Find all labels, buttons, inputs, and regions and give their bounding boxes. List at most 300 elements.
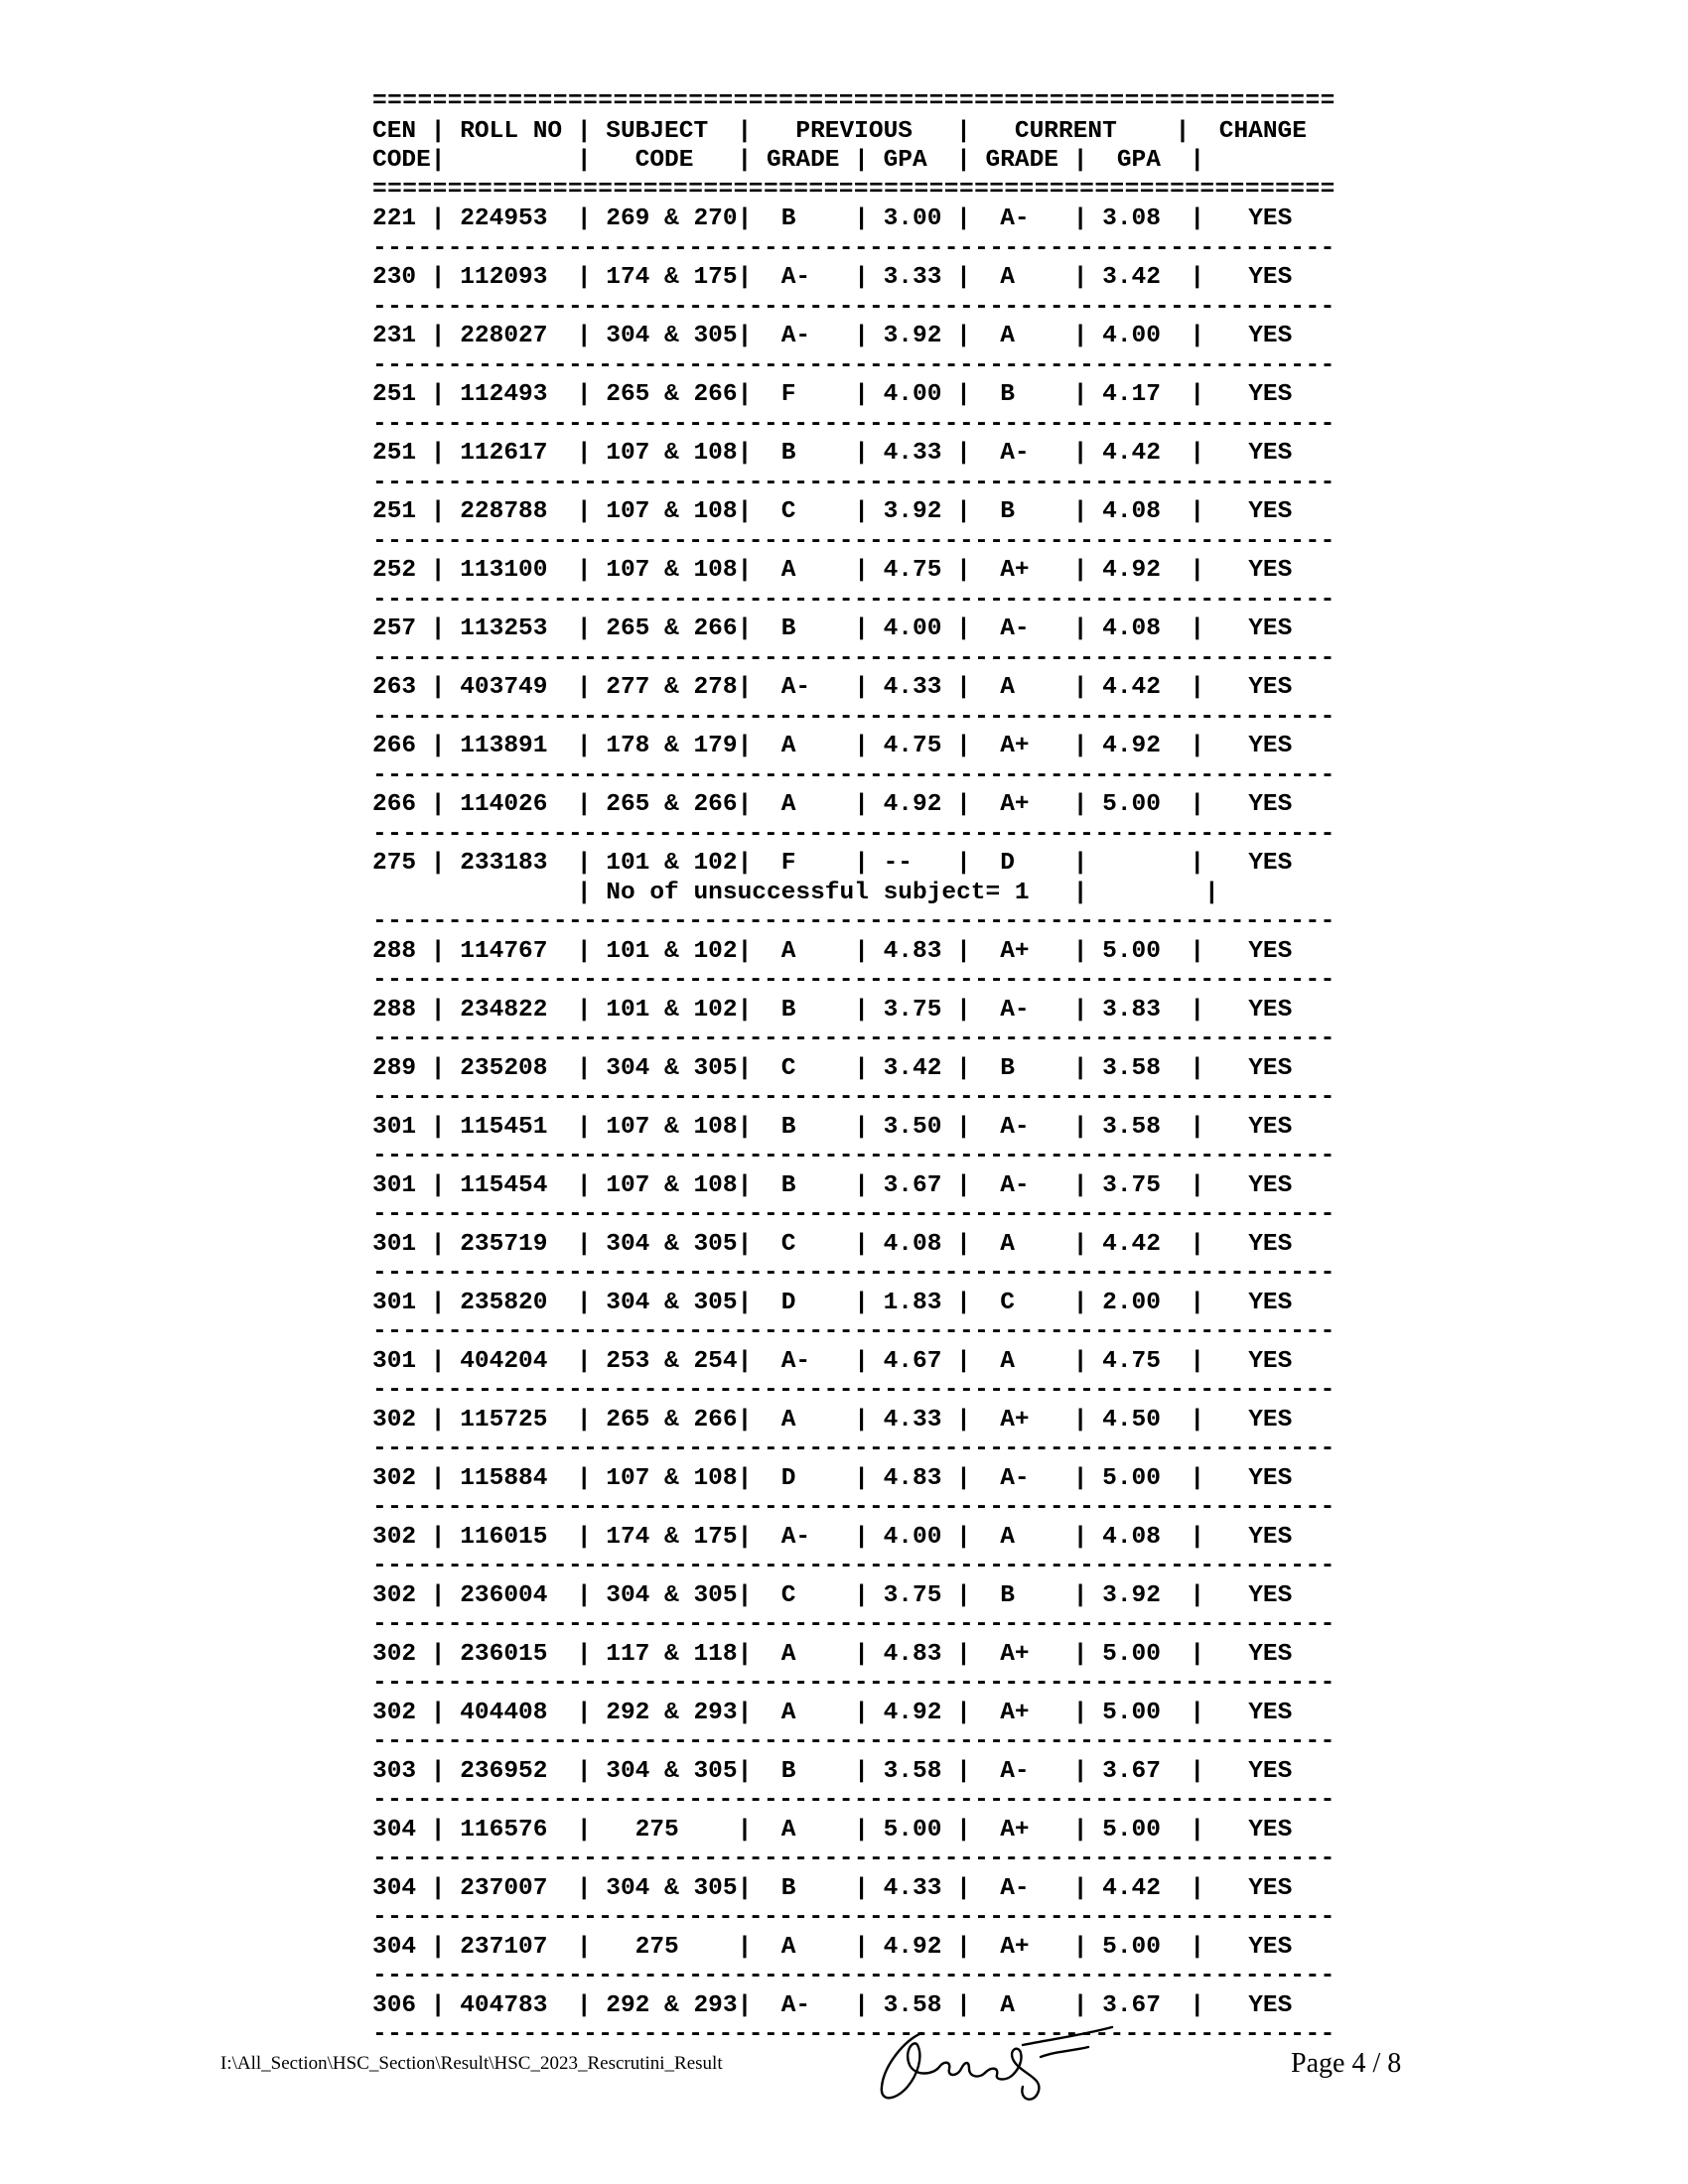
previous-grade: C bbox=[780, 498, 796, 525]
change-status: YES bbox=[1248, 996, 1293, 1024]
table-row: 288 | 234822 | 101 & 102| B | 3.75 | A- | 3.83 | YES bbox=[372, 996, 1293, 1024]
current-gpa: 5.00 bbox=[1102, 791, 1161, 818]
previous-gpa: 4.00 bbox=[883, 381, 942, 408]
change-status: YES bbox=[1248, 1581, 1293, 1609]
current-grade: A+ bbox=[1000, 937, 1030, 965]
previous-grade: A- bbox=[780, 323, 811, 349]
current-gpa: 5.00 bbox=[1102, 1933, 1161, 1961]
current-gpa: 4.92 bbox=[1102, 733, 1161, 759]
roll-no: 116015 bbox=[460, 1523, 548, 1551]
previous-grade: B bbox=[780, 440, 796, 467]
previous-grade: A- bbox=[780, 1347, 811, 1375]
cen-code: 289 bbox=[372, 1054, 417, 1082]
roll-no: 404204 bbox=[460, 1347, 548, 1375]
table-row: 302 | 404408 | 292 & 293| A | 4.92 | A+ | 5.00 | YES bbox=[372, 1699, 1293, 1726]
subject-code: 101 & 102 bbox=[606, 996, 738, 1024]
cen-code: 301 bbox=[372, 1347, 417, 1375]
current-grade: B bbox=[1000, 381, 1015, 408]
row-separator: ---------------------------------------------------------------- bbox=[372, 1787, 1336, 1814]
file-path: I:\All_Section\HSC_Section\Result\HSC_2023_Rescrutini_Result bbox=[220, 2053, 723, 2074]
current-gpa: 3.67 bbox=[1102, 1757, 1161, 1785]
current-gpa: 4.42 bbox=[1102, 1230, 1161, 1258]
change-status: YES bbox=[1248, 1464, 1293, 1492]
subject-code: 265 & 266 bbox=[606, 381, 738, 408]
subject-code: 107 & 108 bbox=[606, 557, 738, 584]
roll-no: 228027 bbox=[460, 323, 548, 349]
current-gpa: 3.75 bbox=[1102, 1171, 1161, 1199]
change-status: YES bbox=[1248, 850, 1293, 877]
row-separator: ---------------------------------------------------------------- bbox=[372, 761, 1336, 789]
current-grade: A bbox=[1000, 1991, 1015, 2019]
row-separator: ---------------------------------------------------------------- bbox=[372, 410, 1336, 438]
change-status: YES bbox=[1248, 1699, 1293, 1726]
previous-grade: A bbox=[780, 1699, 796, 1726]
table-row: 266 | 114026 | 265 & 266| A | 4.92 | A+ | 5.00 | YES bbox=[372, 791, 1293, 818]
current-grade: A- bbox=[1000, 1113, 1030, 1141]
previous-gpa: 4.92 bbox=[883, 1699, 942, 1726]
roll-no: 228788 bbox=[460, 498, 548, 525]
row-separator: ---------------------------------------------------------------- bbox=[372, 1435, 1336, 1462]
subject-code: 304 & 305 bbox=[606, 1874, 738, 1902]
roll-no: 236952 bbox=[460, 1757, 548, 1785]
roll-no: 113100 bbox=[460, 557, 548, 584]
cen-code: 304 bbox=[372, 1874, 417, 1902]
previous-gpa: 4.92 bbox=[883, 1933, 942, 1961]
current-gpa: 3.83 bbox=[1102, 996, 1161, 1024]
row-separator: ---------------------------------------------------------------- bbox=[372, 1201, 1336, 1228]
table-row: 257 | 113253 | 265 & 266| B | 4.00 | A- | 4.08 | YES bbox=[372, 615, 1293, 642]
result-rows bbox=[372, 205, 1336, 2050]
row-separator: ---------------------------------------------------------------- bbox=[372, 1963, 1336, 1989]
previous-gpa: 3.33 bbox=[883, 264, 942, 291]
roll-no: 235719 bbox=[460, 1230, 548, 1258]
subject-code: 253 & 254 bbox=[606, 1347, 738, 1375]
current-grade: A+ bbox=[1000, 557, 1030, 584]
table-row: 231 | 228027 | 304 & 305| A- | 3.92 | A | 4.00 | YES bbox=[372, 323, 1293, 349]
current-grade: A+ bbox=[1000, 1640, 1030, 1668]
subject-code: 117 & 118 bbox=[606, 1640, 738, 1668]
change-status: YES bbox=[1248, 1347, 1293, 1375]
cen-code: 221 bbox=[372, 205, 417, 232]
table-row: 251 | 228788 | 107 & 108| C | 3.92 | B | 4.08 | YES bbox=[372, 498, 1293, 525]
previous-gpa: 4.83 bbox=[883, 1640, 942, 1668]
change-status: YES bbox=[1248, 264, 1293, 291]
row-separator: ---------------------------------------------------------------- bbox=[372, 1494, 1336, 1521]
cen-code: 306 bbox=[372, 1991, 417, 2019]
cen-code: 266 bbox=[372, 791, 417, 818]
cen-code: 303 bbox=[372, 1757, 417, 1785]
previous-gpa: 3.75 bbox=[883, 1581, 942, 1609]
roll-no: 115451 bbox=[460, 1113, 548, 1141]
table-row: 302 | 115725 | 265 & 266| A | 4.33 | A+ | 4.50 | YES bbox=[372, 1406, 1293, 1433]
row-separator: ---------------------------------------------------------------- bbox=[372, 967, 1336, 994]
previous-gpa: 3.75 bbox=[883, 996, 942, 1024]
roll-no: 235208 bbox=[460, 1054, 548, 1082]
subject-code: 304 & 305 bbox=[606, 1230, 738, 1258]
roll-no: 115725 bbox=[460, 1406, 548, 1433]
cen-code: 251 bbox=[372, 498, 417, 525]
change-status: YES bbox=[1248, 1523, 1293, 1551]
cen-code: 301 bbox=[372, 1171, 417, 1199]
row-separator: ---------------------------------------------------------------- bbox=[372, 293, 1336, 321]
subject-code: 174 & 175 bbox=[606, 264, 738, 291]
cen-code: 251 bbox=[372, 381, 417, 408]
subject-code: 265 & 266 bbox=[606, 615, 738, 642]
table-row: 301 | 235719 | 304 & 305| C | 4.08 | A | 4.42 | YES bbox=[372, 1230, 1293, 1258]
current-gpa: 5.00 bbox=[1102, 1640, 1161, 1668]
change-status: YES bbox=[1248, 1054, 1293, 1082]
previous-grade: A bbox=[780, 1816, 796, 1843]
current-grade: A- bbox=[1000, 615, 1030, 642]
current-grade: A bbox=[1000, 674, 1015, 701]
page-separator: / bbox=[1372, 2048, 1381, 2079]
current-gpa: 4.42 bbox=[1102, 440, 1161, 467]
change-status: YES bbox=[1248, 381, 1293, 408]
current-gpa: 4.92 bbox=[1102, 557, 1161, 584]
previous-gpa: 1.83 bbox=[883, 1289, 942, 1316]
current-grade: A+ bbox=[1000, 733, 1030, 759]
page-number bbox=[1291, 2048, 1401, 2080]
table-header-line-2: CODE| | CODE | GRADE | GPA | GRADE | GPA | bbox=[372, 147, 1205, 174]
row-separator: ---------------------------------------------------------------- bbox=[372, 1611, 1336, 1638]
previous-gpa: 4.75 bbox=[883, 733, 942, 759]
change-status: YES bbox=[1248, 1171, 1293, 1199]
cen-code: 301 bbox=[372, 1289, 417, 1316]
current-grade: A+ bbox=[1000, 1933, 1030, 1961]
current-grade: A- bbox=[1000, 440, 1030, 467]
subject-code: 178 & 179 bbox=[606, 733, 738, 759]
previous-gpa: 4.75 bbox=[883, 557, 942, 584]
cen-code: 230 bbox=[372, 264, 417, 291]
previous-grade: D bbox=[780, 1289, 796, 1316]
roll-no: 115884 bbox=[460, 1464, 548, 1492]
current-gpa: 4.08 bbox=[1102, 615, 1161, 642]
table-header-line-1: CEN | ROLL NO | SUBJECT | PREVIOUS | CURRENT | CHANGE bbox=[372, 117, 1307, 145]
current-grade: A- bbox=[1000, 996, 1030, 1024]
subject-code: 265 & 266 bbox=[606, 1406, 738, 1433]
table-row: 266 | 113891 | 178 & 179| A | 4.75 | A+ | 4.92 | YES bbox=[372, 733, 1293, 759]
previous-gpa: 3.92 bbox=[883, 498, 942, 525]
cen-code: 275 bbox=[372, 850, 417, 877]
row-separator: ---------------------------------------------------------------- bbox=[372, 1845, 1336, 1872]
current-grade: A bbox=[1000, 1347, 1015, 1375]
roll-no: 112617 bbox=[460, 440, 548, 467]
subject-code: 265 & 266 bbox=[606, 791, 738, 818]
table-row: 306 | 404783 | 292 & 293| A- | 3.58 | A | 3.67 | YES bbox=[372, 1991, 1293, 2019]
previous-gpa: -- bbox=[883, 850, 914, 877]
previous-gpa: 4.00 bbox=[883, 1523, 942, 1551]
previous-gpa: 4.00 bbox=[883, 615, 942, 642]
page-total: 8 bbox=[1387, 2048, 1402, 2079]
row-separator: ---------------------------------------------------------------- bbox=[372, 1728, 1336, 1755]
cen-code: 302 bbox=[372, 1523, 417, 1551]
table-row: 302 | 236015 | 117 & 118| A | 4.83 | A+ | 5.00 | YES bbox=[372, 1640, 1293, 1668]
current-gpa: 4.42 bbox=[1102, 1874, 1161, 1902]
current-grade: A bbox=[1000, 323, 1015, 349]
subject-code: 107 & 108 bbox=[606, 1113, 738, 1141]
current-grade: A bbox=[1000, 264, 1015, 291]
roll-no: 235820 bbox=[460, 1289, 548, 1316]
roll-no: 112093 bbox=[460, 264, 548, 291]
current-gpa: 3.92 bbox=[1102, 1581, 1161, 1609]
change-status: YES bbox=[1248, 1113, 1293, 1141]
cen-code: 302 bbox=[372, 1699, 417, 1726]
table-row: 251 | 112493 | 265 & 266| F | 4.00 | B | 4.17 | YES bbox=[372, 381, 1293, 408]
current-gpa: 5.00 bbox=[1102, 1816, 1161, 1843]
roll-no: 236015 bbox=[460, 1640, 548, 1668]
table-row: 304 | 237007 | 304 & 305| B | 4.33 | A- | 4.42 | YES bbox=[372, 1874, 1293, 1902]
subject-code: 304 & 305 bbox=[606, 1054, 738, 1082]
row-separator: ---------------------------------------------------------------- bbox=[372, 469, 1336, 496]
cen-code: 252 bbox=[372, 557, 417, 584]
change-status: YES bbox=[1248, 1406, 1293, 1433]
page-label: Page bbox=[1291, 2048, 1345, 2079]
change-status: YES bbox=[1248, 1230, 1293, 1258]
cen-code: 263 bbox=[372, 674, 417, 701]
table-row-note: | No of unsuccessful subject= 1 | | bbox=[372, 879, 1219, 906]
roll-no: 112493 bbox=[460, 381, 548, 408]
table-row: 252 | 113100 | 107 & 108| A | 4.75 | A+ | 4.92 | YES bbox=[372, 557, 1293, 584]
current-gpa: 4.08 bbox=[1102, 1523, 1161, 1551]
signature bbox=[874, 2021, 1122, 2111]
roll-no: 404408 bbox=[460, 1699, 548, 1726]
change-status: YES bbox=[1248, 1874, 1293, 1902]
previous-grade: A bbox=[780, 557, 796, 584]
roll-no: 114026 bbox=[460, 791, 548, 818]
current-grade: A+ bbox=[1000, 1699, 1030, 1726]
cen-code: 301 bbox=[372, 1230, 417, 1258]
current-gpa: 4.50 bbox=[1102, 1406, 1161, 1433]
current-grade: A+ bbox=[1000, 1816, 1030, 1843]
row-separator: ---------------------------------------------------------------- bbox=[372, 1904, 1336, 1931]
current-gpa: 4.42 bbox=[1102, 674, 1161, 701]
current-grade: A+ bbox=[1000, 1406, 1030, 1433]
current-grade: C bbox=[1000, 1289, 1015, 1316]
change-status: YES bbox=[1248, 1933, 1293, 1961]
previous-gpa: 4.33 bbox=[883, 674, 942, 701]
current-gpa: 3.67 bbox=[1102, 1991, 1161, 2019]
cen-code: 301 bbox=[372, 1113, 417, 1141]
previous-grade: A- bbox=[780, 264, 811, 291]
current-gpa: 3.58 bbox=[1102, 1113, 1161, 1141]
table-row: 301 | 115451 | 107 & 108| B | 3.50 | A- | 3.58 | YES bbox=[372, 1113, 1293, 1141]
roll-no: 224953 bbox=[460, 205, 548, 232]
previous-grade: B bbox=[780, 1757, 796, 1785]
change-status: YES bbox=[1248, 615, 1293, 642]
row-separator: ---------------------------------------------------------------- bbox=[372, 703, 1336, 731]
current-grade: A+ bbox=[1000, 791, 1030, 818]
cen-code: 302 bbox=[372, 1640, 417, 1668]
double-rule: ================================================================ bbox=[372, 88, 1336, 115]
table-row: 304 | 116576 | 275 | A | 5.00 | A+ | 5.00 | YES bbox=[372, 1816, 1293, 1843]
previous-gpa: 4.08 bbox=[883, 1230, 942, 1258]
previous-gpa: 4.83 bbox=[883, 1464, 942, 1492]
table-row: 302 | 236004 | 304 & 305| C | 3.75 | B | 3.92 | YES bbox=[372, 1581, 1293, 1609]
current-gpa: 4.75 bbox=[1102, 1347, 1161, 1375]
cen-code: 231 bbox=[372, 323, 417, 349]
subject-code: 107 & 108 bbox=[606, 498, 738, 525]
cen-code: 288 bbox=[372, 996, 417, 1024]
previous-grade: B bbox=[780, 1171, 796, 1199]
previous-grade: B bbox=[780, 205, 796, 232]
previous-grade: D bbox=[780, 1464, 796, 1492]
previous-gpa: 5.00 bbox=[883, 1816, 942, 1843]
subject-code: 107 & 108 bbox=[606, 1171, 738, 1199]
previous-grade: B bbox=[780, 1874, 796, 1902]
table-row: 304 | 237107 | 275 | A | 4.92 | A+ | 5.00 | YES bbox=[372, 1933, 1293, 1961]
table-row: 301 | 235820 | 304 & 305| D | 1.83 | C | 2.00 | YES bbox=[372, 1289, 1293, 1316]
roll-no: 113891 bbox=[460, 733, 548, 759]
previous-gpa: 3.50 bbox=[883, 1113, 942, 1141]
table-row: 251 | 112617 | 107 & 108| B | 4.33 | A- | 4.42 | YES bbox=[372, 440, 1293, 467]
previous-grade: A bbox=[780, 1933, 796, 1961]
previous-grade: A bbox=[780, 937, 796, 965]
table-row: 221 | 224953 | 269 & 270| B | 3.00 | A- | 3.08 | YES bbox=[372, 205, 1293, 232]
change-status: YES bbox=[1248, 937, 1293, 965]
current-grade: A- bbox=[1000, 1874, 1030, 1902]
current-gpa: 3.42 bbox=[1102, 264, 1161, 291]
table-row: 301 | 115454 | 107 & 108| B | 3.67 | A- | 3.75 | YES bbox=[372, 1171, 1293, 1199]
table-row: 302 | 115884 | 107 & 108| D | 4.83 | A- | 5.00 | YES bbox=[372, 1464, 1293, 1492]
previous-gpa: 4.33 bbox=[883, 1406, 942, 1433]
current-grade: B bbox=[1000, 1054, 1015, 1082]
previous-grade: C bbox=[780, 1581, 796, 1609]
row-separator: ---------------------------------------------------------------- bbox=[372, 1025, 1336, 1052]
change-status: YES bbox=[1248, 498, 1293, 525]
table-row: 263 | 403749 | 277 & 278| A- | 4.33 | A | 4.42 | YES bbox=[372, 674, 1293, 701]
previous-gpa: 4.33 bbox=[883, 1874, 942, 1902]
previous-grade: B bbox=[780, 615, 796, 642]
change-status: YES bbox=[1248, 323, 1293, 349]
row-separator: ---------------------------------------------------------------- bbox=[372, 1143, 1336, 1169]
previous-gpa: 3.00 bbox=[883, 205, 942, 232]
previous-gpa: 3.58 bbox=[883, 1757, 942, 1785]
row-separator: ---------------------------------------------------------------- bbox=[372, 1377, 1336, 1404]
row-separator: ---------------------------------------------------------------- bbox=[372, 644, 1336, 672]
roll-no: 234822 bbox=[460, 996, 548, 1024]
previous-grade: B bbox=[780, 996, 796, 1024]
current-gpa: 3.08 bbox=[1102, 205, 1161, 232]
roll-no: 236004 bbox=[460, 1581, 548, 1609]
row-separator: ---------------------------------------------------------------- bbox=[372, 1318, 1336, 1345]
current-gpa: 5.00 bbox=[1102, 1464, 1161, 1492]
change-status: YES bbox=[1248, 733, 1293, 759]
cen-code: 302 bbox=[372, 1581, 417, 1609]
table-row: 289 | 235208 | 304 & 305| C | 3.42 | B | 3.58 | YES bbox=[372, 1054, 1293, 1082]
change-status: YES bbox=[1248, 1289, 1293, 1316]
row-separator: ---------------------------------------------------------------- bbox=[372, 527, 1336, 555]
change-status: YES bbox=[1248, 205, 1293, 232]
subject-code: 304 & 305 bbox=[606, 1757, 738, 1785]
row-separator: ---------------------------------------------------------------- bbox=[372, 1084, 1336, 1111]
roll-no: 114767 bbox=[460, 937, 548, 965]
cen-code: 288 bbox=[372, 937, 417, 965]
current-grade: A- bbox=[1000, 1171, 1030, 1199]
cen-code: 302 bbox=[372, 1464, 417, 1492]
current-grade: A- bbox=[1000, 1464, 1030, 1492]
table-row: 303 | 236952 | 304 & 305| B | 3.58 | A- | 3.67 | YES bbox=[372, 1757, 1293, 1785]
subject-code: 174 & 175 bbox=[606, 1523, 738, 1551]
change-status: YES bbox=[1248, 674, 1293, 701]
row-separator: ---------------------------------------------------------------- bbox=[372, 908, 1336, 935]
current-grade: D bbox=[1000, 850, 1015, 877]
cen-code: 304 bbox=[372, 1816, 417, 1843]
previous-gpa: 3.67 bbox=[883, 1171, 942, 1199]
previous-grade: A- bbox=[780, 674, 811, 701]
change-status: YES bbox=[1248, 1816, 1293, 1843]
subject-code: 277 & 278 bbox=[606, 674, 738, 701]
change-status: YES bbox=[1248, 1757, 1293, 1785]
subject-code: 275 bbox=[634, 1816, 679, 1843]
current-grade: B bbox=[1000, 1581, 1015, 1609]
previous-gpa: 3.92 bbox=[883, 323, 942, 349]
subject-code: 107 & 108 bbox=[606, 1464, 738, 1492]
row-separator: ---------------------------------------------------------------- bbox=[372, 1260, 1336, 1287]
previous-gpa: 4.33 bbox=[883, 440, 942, 467]
previous-grade: F bbox=[780, 381, 796, 408]
current-gpa: 4.08 bbox=[1102, 498, 1161, 525]
subject-code: 304 & 305 bbox=[606, 1581, 738, 1609]
unsuccessful-subject-note: No of unsuccessful subject= 1 bbox=[606, 879, 1030, 906]
roll-no: 237007 bbox=[460, 1874, 548, 1902]
previous-grade: A bbox=[780, 791, 796, 818]
double-rule: ================================================================ bbox=[372, 176, 1336, 204]
row-separator: ---------------------------------------------------------------- bbox=[372, 586, 1336, 614]
row-separator: ---------------------------------------------------------------- bbox=[372, 2021, 1336, 2048]
current-gpa: 4.00 bbox=[1102, 323, 1161, 349]
previous-grade: A bbox=[780, 1640, 796, 1668]
roll-no: 115454 bbox=[460, 1171, 548, 1199]
row-separator: ---------------------------------------------------------------- bbox=[372, 820, 1336, 848]
previous-gpa: 3.42 bbox=[883, 1054, 942, 1082]
cen-code: 304 bbox=[372, 1933, 417, 1961]
previous-gpa: 4.92 bbox=[883, 791, 942, 818]
subject-code: 269 & 270 bbox=[606, 205, 738, 232]
previous-grade: C bbox=[780, 1054, 796, 1082]
page-current: 4 bbox=[1351, 2048, 1366, 2079]
change-status: YES bbox=[1248, 440, 1293, 467]
current-gpa: 4.17 bbox=[1102, 381, 1161, 408]
row-separator: ---------------------------------------------------------------- bbox=[372, 1670, 1336, 1697]
change-status: YES bbox=[1248, 791, 1293, 818]
cen-code: 302 bbox=[372, 1406, 417, 1433]
row-separator: ---------------------------------------------------------------- bbox=[372, 234, 1336, 262]
previous-grade: F bbox=[780, 850, 796, 877]
change-status: YES bbox=[1248, 1640, 1293, 1668]
previous-grade: A bbox=[780, 1406, 796, 1433]
subject-code: 101 & 102 bbox=[606, 937, 738, 965]
subject-code: 275 bbox=[634, 1933, 679, 1961]
roll-no: 113253 bbox=[460, 615, 548, 642]
subject-code: 304 & 305 bbox=[606, 323, 738, 349]
cen-code: 251 bbox=[372, 440, 417, 467]
subject-code: 304 & 305 bbox=[606, 1289, 738, 1316]
current-grade: A bbox=[1000, 1230, 1015, 1258]
previous-grade: A- bbox=[780, 1523, 811, 1551]
result-listing bbox=[372, 87, 1336, 2050]
table-row: 301 | 404204 | 253 & 254| A- | 4.67 | A | 4.75 | YES bbox=[372, 1347, 1293, 1375]
current-gpa: 2.00 bbox=[1102, 1289, 1161, 1316]
current-gpa: 5.00 bbox=[1102, 937, 1161, 965]
previous-grade: A- bbox=[780, 1991, 811, 2019]
subject-code: 101 & 102 bbox=[606, 850, 738, 877]
roll-no: 237107 bbox=[460, 1933, 548, 1961]
roll-no: 116576 bbox=[460, 1816, 548, 1843]
change-status: YES bbox=[1248, 1991, 1293, 2019]
previous-grade: C bbox=[780, 1230, 796, 1258]
roll-no: 404783 bbox=[460, 1991, 548, 2019]
previous-gpa: 4.67 bbox=[883, 1347, 942, 1375]
